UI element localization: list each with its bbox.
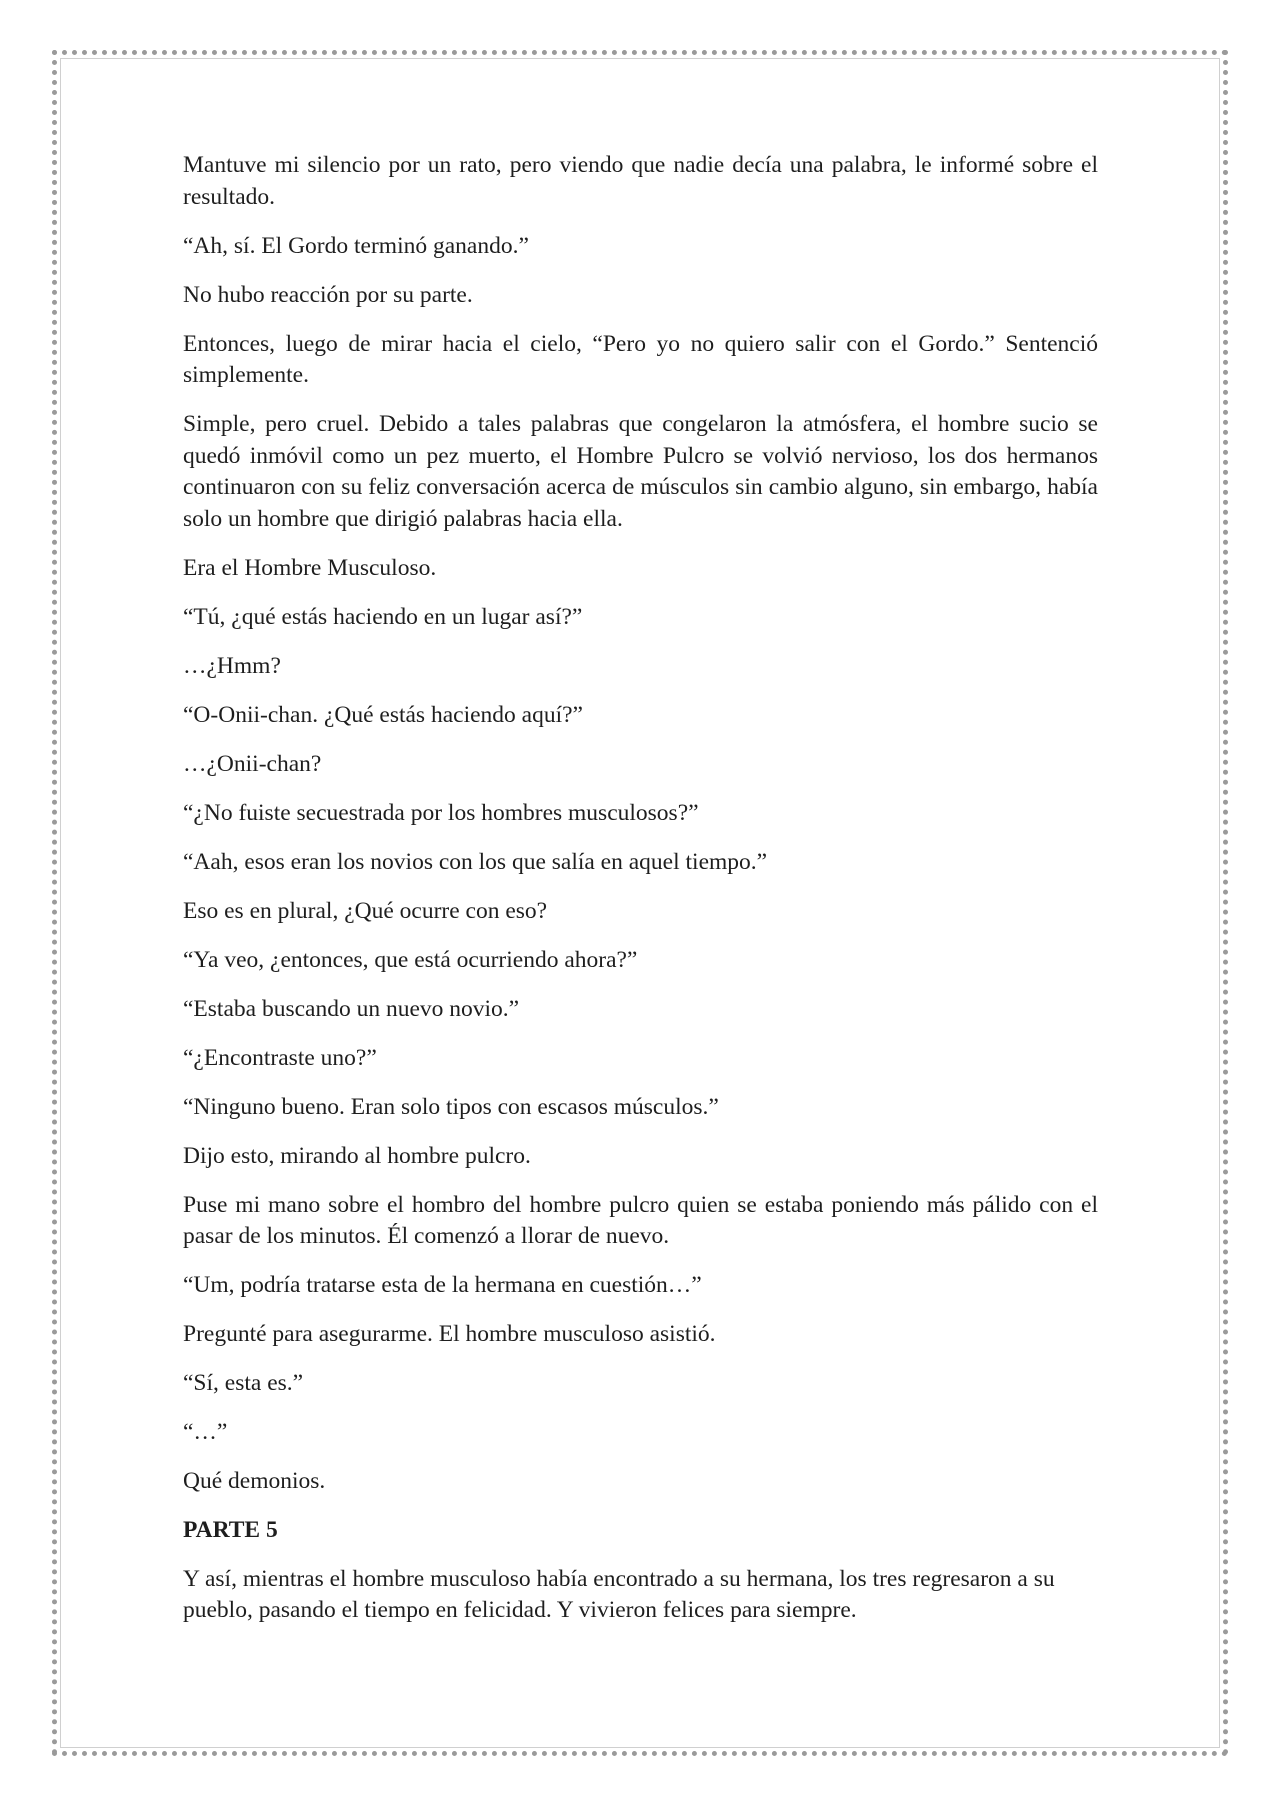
paragraph: “Aah, esos eran los novios con los que salía en aquel tiempo.” [183,848,768,875]
paragraph: Puse mi mano sobre el hombro del hombre pulcro quien se estaba poniendo más pálido con el pasar de los minutos. Él comenzó a llorar de nuevo. [183,1191,1098,1249]
section-heading: PARTE 5 [183,1517,278,1543]
paragraph: “Estaba buscando un nuevo novio.” [183,995,520,1022]
paragraph: “Ah, sí. El Gordo terminó ganando.” [183,232,529,259]
paragraph: “Um, podría tratarse esta de la hermana en cuestión…” [183,1272,702,1298]
paragraph: …¿Hmm? [183,652,281,679]
paragraph: No hubo reacción por su parte. [183,281,473,308]
paragraph: “O-Onii-chan. ¿Qué estás haciendo aquí?” [183,701,583,728]
paragraph: Era el Hombre Musculoso. [183,554,437,581]
paragraph: Pregunté para asegurarme. El hombre musculoso asistió. [183,1321,716,1347]
paragraph: …¿Onii-chan? [183,750,322,777]
paragraph: “Tú, ¿qué estás haciendo en un lugar así?” [183,603,583,630]
paragraph: “…” [183,1419,228,1445]
closing-paragraph: Y así, mientras el hombre musculoso había encontrado a su hermana, los tres regresaron a su pueblo, pasando el tiempo en felicidad. Y vivieron felices para siempre. [183,1565,1055,1623]
paragraph: “Sí, esta es.” [183,1370,304,1396]
paragraph: Entonces, luego de mirar hacia el cielo, “Pero yo no quiero salir con el Gordo.” Sentenció simplemente. [183,330,1098,388]
paragraph: Mantuve mi silencio por un rato, pero viendo que nadie decía una palabra, le informé sobre el resultado. [183,152,1098,210]
paragraph: Dijo esto, mirando al hombre pulcro. [183,1142,531,1169]
paragraph: Simple, pero cruel. Debido a tales palabras que congelaron la atmósfera, el hombre sucio se quedó inmóvil como un pez muerto, el Hombre Pulcro se volvió nervioso, los dos hermanos continuaron con su feliz conversación acerca de músculos sin cambio alguno, sin embargo, había solo un hombre que dirigió palabras hacia ella. [183,411,1098,532]
document-body [183,150,1098,1644]
paragraph: Eso es en plural, ¿Qué ocurre con eso? [183,897,548,924]
paragraph: “Ninguno bueno. Eran solo tipos con escasos músculos.” [183,1093,719,1120]
paragraph: “¿Encontraste uno?” [183,1044,377,1071]
paragraph: “Ya veo, ¿entonces, que está ocurriendo ahora?” [183,946,638,973]
paragraph: “¿No fuiste secuestrada por los hombres musculosos?” [183,799,699,826]
paragraph: Qué demonios. [183,1468,326,1494]
